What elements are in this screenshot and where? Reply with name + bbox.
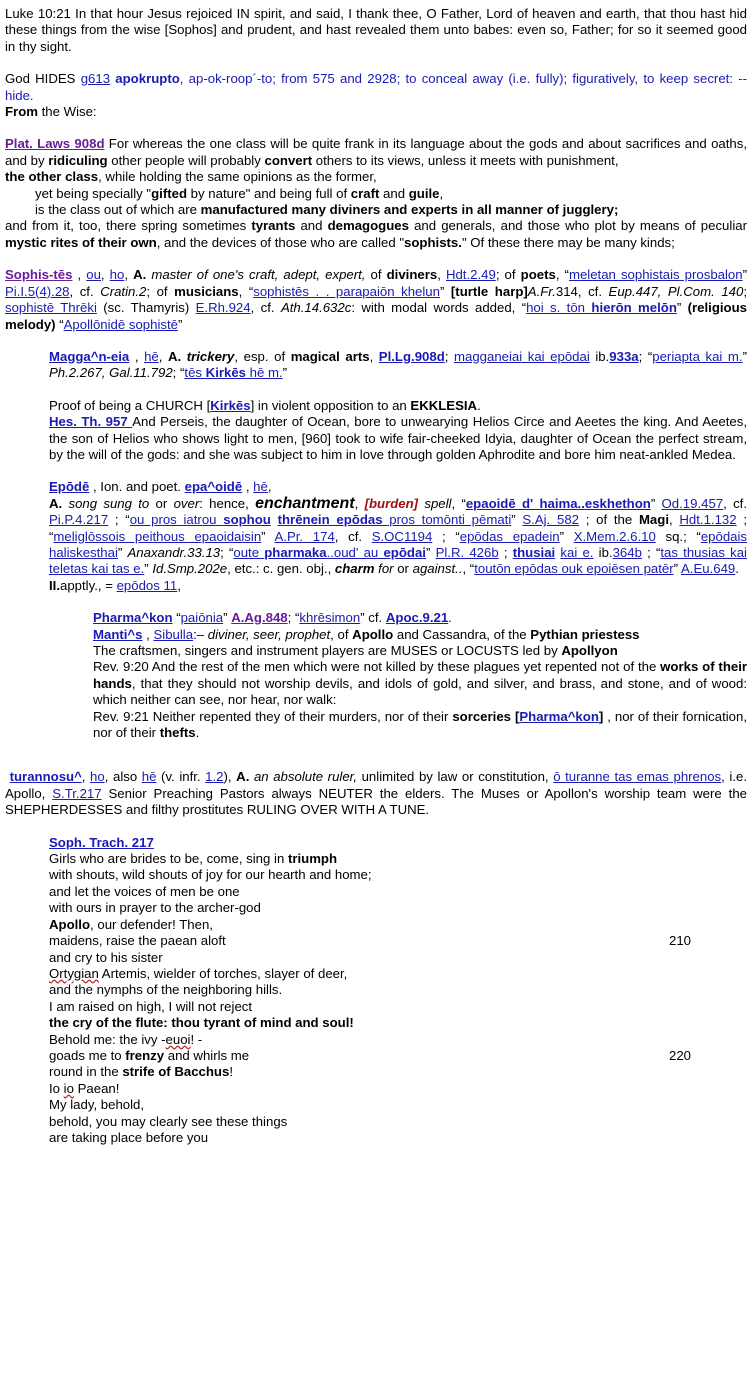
text-run: Apollyon [561, 643, 618, 658]
text-run: the Wise: [37, 104, 97, 120]
reference-link[interactable]: Kirkēs [205, 365, 246, 381]
text-run: ; “ [287, 610, 300, 626]
text-run: enchantment [255, 494, 355, 512]
text-run: apptly., = [60, 577, 117, 593]
text-run: , of [330, 626, 353, 642]
reference-link[interactable]: epaoidē d' haima..eskhethon [465, 495, 651, 511]
text-run: others to its views, unless it meets with punishment, [312, 152, 619, 168]
text-run: maidens, raise the paean aloft [49, 933, 226, 949]
text-run: , esp. of [234, 348, 291, 364]
text-run [271, 512, 278, 527]
text-run: , [81, 769, 91, 785]
text-run: “ [172, 610, 181, 626]
reference-link[interactable]: ho [90, 769, 105, 785]
text-run: ” [673, 561, 681, 577]
text-run: , [177, 577, 181, 593]
text-run: the cry of the flute: thou tyrant of mind and soul! [49, 1015, 354, 1031]
text-run: Ortygian [49, 965, 99, 981]
reference-link[interactable]: S.Tr.217 [52, 785, 102, 801]
text-run: and whirls me [164, 1047, 250, 1063]
text-run: ! - [190, 1031, 203, 1047]
reference-link[interactable]: pharmaka [264, 544, 327, 560]
text-run: [ [510, 708, 520, 724]
magganeia-entry [49, 349, 747, 382]
text-run: ; of [146, 283, 175, 299]
text-run: for [374, 561, 394, 577]
text-run: ” [676, 300, 688, 316]
reference-link[interactable]: periapta kai m. [652, 348, 743, 364]
text-run: ” [439, 283, 451, 299]
text-run: an absolute ruler, [249, 769, 357, 785]
text-run: God HIDES [5, 71, 81, 87]
text-run: ; of [495, 267, 521, 283]
text-run: ” [178, 316, 183, 332]
pharmakon-link[interactable]: Pharma^kon [93, 610, 173, 626]
text-run: Paean! [73, 1080, 120, 1096]
reference-link[interactable]: A.Pr. 174 [274, 528, 335, 544]
text-run: “ [55, 316, 64, 332]
reference-link[interactable]: S.Aj. 582 [522, 512, 579, 528]
text-run: , “ [462, 561, 475, 577]
text-run: , that they should not worship devils, and idols of gold, and silver, and brass, and stone, and of wood: which neither can see, nor hear, nor walk: [93, 675, 747, 708]
proof-paragraph [49, 398, 747, 464]
text-run: and cry to his sister [49, 949, 163, 965]
reference-link[interactable]: hē [253, 479, 268, 495]
reference-link[interactable]: E.Rh.924 [195, 300, 251, 316]
text-run: against.. [412, 561, 463, 577]
text-run: , [158, 348, 168, 364]
strongs-link[interactable]: g613 [80, 71, 111, 87]
reference-link[interactable]: Apoc.9.21 [385, 610, 449, 626]
text-run: EKKLESIA [410, 397, 478, 413]
text-run: , [242, 479, 254, 495]
reference-link[interactable]: Od.19.457 [661, 495, 724, 511]
magganeia-link[interactable]: Magga^n-eia [49, 348, 130, 364]
text-run: Luke 10:21 In that hour Jesus rejoiced IN spirit, and said, I thank thee, O Father, Lord of heaven and earth, that thou hast hid these things from the wise [Sophos] and prudent, and hast revealed them unto babes: even so, Father; for so it seemed good in thy sight. [5, 6, 747, 54]
turannos-link[interactable]: turannosu^ [9, 769, 82, 785]
text-run: Magi [638, 512, 669, 528]
text-run: For whereas the one class will be quite frank in its language about the gods and about sacrifices and oaths, and by [5, 136, 747, 168]
text-run: Io [49, 1080, 64, 1096]
text-run: , [142, 626, 154, 642]
sophistes-entry [5, 267, 747, 333]
text-run: , [668, 512, 680, 528]
text-run: " Of these there may be many kinds; [461, 234, 675, 250]
text-run: Rev. 9:20 And the rest of the men which were not killed by these plagues yet repented not of the [93, 659, 661, 675]
text-run: II. [49, 577, 60, 593]
text-run: sophists. [404, 234, 462, 250]
text-run: , [124, 267, 134, 283]
reference-link[interactable]: epōdai [383, 544, 426, 560]
text-run: ” [425, 544, 436, 560]
text-run: , cf. [723, 495, 747, 511]
reference-link[interactable]: ..oud' au [326, 544, 384, 560]
text-run: apokrupto [115, 71, 180, 87]
text-run: My lady, behold, [49, 1097, 145, 1113]
pharmakon-section [93, 610, 747, 741]
text-run: Ph.2.267, Gal.11.792 [49, 365, 173, 381]
text-run: Rev. 9:21 Neither repented they of their murders, nor of their [93, 708, 453, 724]
text-run: : with modal words added, “ [351, 300, 527, 316]
line-number: 210 [669, 933, 692, 949]
text-run: manufactured many diviners and experts in all manner of jugglery; [200, 202, 619, 218]
epode-entry [49, 479, 747, 594]
text-run: round in the [49, 1064, 123, 1080]
text-run: craft [350, 185, 380, 201]
text-run: and [379, 185, 409, 201]
text-run: ” [559, 528, 574, 544]
text-run: , our defender! Then, [90, 916, 213, 932]
text-run: , “ [451, 495, 466, 511]
text-run: A. [167, 348, 182, 364]
reference-link[interactable]: Pi.P.4.217 [49, 512, 109, 528]
reference-link[interactable]: A.Ag.848 [231, 610, 288, 626]
text-run: master of one's craft, adept, expert, [146, 267, 366, 283]
text-run: song sung to [62, 495, 150, 511]
text-run: charm [334, 561, 375, 577]
text-run: , cf. [334, 528, 372, 544]
text-run: Girls who are brides to be, come, sing in [49, 851, 288, 867]
text-run: mystic rites of their own [5, 234, 157, 250]
text-run: Anaxandr.33.13 [127, 544, 221, 560]
text-run: ridiculing [48, 152, 108, 168]
text-run: frenzy [125, 1047, 165, 1063]
text-run: Apollo [352, 626, 394, 642]
text-run: ; of the [578, 512, 639, 528]
reference-link[interactable]: Pl.R. 426b [435, 544, 499, 560]
text-run: . [735, 561, 739, 577]
text-run: with shouts, wild shouts of joy for our hearth and home; [49, 867, 372, 883]
text-run: , nor of their fornication, nor of their [93, 708, 747, 741]
text-run: io [63, 1080, 74, 1096]
text-run: the other class [5, 169, 99, 185]
text-run: , “ [555, 267, 569, 283]
luke-verse [5, 6, 747, 55]
text-run: ” [511, 512, 523, 528]
text-run: , and the devices of those who are called " [156, 234, 405, 250]
text-run: Id.Smp.202e [152, 561, 228, 577]
text-run: unlimited by law or constitution, [357, 769, 554, 785]
text-run: , ap-ok-roop´-to; from 575 and 2928; to conceal away (i.e. fully); figuratively, to keep secret: -- hide. [5, 71, 747, 103]
reference-link[interactable]: hē [141, 769, 157, 785]
reference-link[interactable]: Pl.Lg.908d [378, 348, 445, 364]
reference-link[interactable]: hierōn melōn [591, 300, 677, 316]
text-run: with ours in prayer to the archer-god [49, 900, 261, 916]
text-run: ; [498, 544, 513, 560]
text-run: :– [193, 626, 208, 642]
text-run: The craftsmen, singers and instrument players are MUSES or LOCUSTS led by [93, 643, 562, 658]
reference-link[interactable]: sophistēs . . parapaiōn khelun [253, 283, 440, 299]
reference-link[interactable]: sophou [223, 512, 271, 528]
text-run: ; “ [108, 512, 130, 528]
text-run: , [267, 479, 272, 495]
text-run: thefts [159, 725, 196, 741]
text-run: are taking place before you [49, 1129, 209, 1145]
text-run: ” [117, 544, 128, 560]
laws-paragraph [5, 136, 747, 251]
text-run: of [365, 267, 387, 283]
text-run: and from it, too, there spring sometimes [5, 218, 252, 234]
text-run: , cf. [250, 300, 281, 316]
reference-link[interactable]: ō turanne tas emas phrenos [553, 769, 722, 785]
reference-link[interactable]: Hdt.2.49 [445, 267, 496, 283]
text-run: and the nymphs of the neighboring hills. [49, 982, 283, 998]
magganeia-section [49, 349, 747, 610]
reference-link[interactable]: thrēnein epōdas [277, 512, 383, 528]
text-run: [turtle harp] [450, 283, 528, 299]
text-run: ” [650, 495, 662, 511]
reference-link[interactable]: tas thusias kai teletas kai tas e. [49, 544, 747, 577]
turannos-entry [5, 769, 747, 818]
reference-link[interactable]: 1.2 [205, 769, 224, 785]
text-run: And Perseis, the daughter of Ocean, bore to unwearying Helios Circe and Aeetes the king. And Aeetes, the son of Helios who shows light to men, [960] took to wife fair-cheeked Idyia, daughter of Ocean the perfect stream, by the will of the gods: and she was subject to him in love through golden Aphrodite and bore him neat-ankled Medea. [49, 414, 747, 462]
text-run: magical arts [290, 348, 370, 364]
text-run: tyrants [251, 218, 296, 234]
reference-link[interactable]: ou pros iatrou [129, 512, 224, 528]
text-run: , cf. [69, 283, 101, 299]
text-run: poets [520, 267, 556, 283]
text-run: ib. [589, 348, 610, 364]
text-run: [burden] [364, 495, 419, 511]
text-run: is the class out of which are [35, 202, 201, 218]
hides-paragraph [5, 71, 747, 120]
text-run: ” [223, 610, 232, 626]
text-run: . [477, 397, 481, 413]
text-run: I am raised on high, I will not reject [49, 998, 253, 1014]
reference-link[interactable]: Hdt.1.132 [679, 512, 737, 528]
text-run: ; “ [49, 512, 747, 544]
reference-link[interactable]: Pi.I.5(4).28 [5, 283, 70, 299]
reference-link[interactable]: meliglōssois peithous epaoidaisin [53, 528, 262, 544]
sophistes-link[interactable]: Sophis-tēs [5, 267, 73, 283]
text-run: over [173, 495, 200, 511]
reference-link[interactable]: epa^oidē [184, 479, 243, 495]
text-run: guile [408, 185, 440, 201]
text-run: and let the voices of men be one [49, 883, 240, 899]
text-run: , [72, 267, 87, 283]
text-run: Cratin.2 [100, 283, 147, 299]
text-run: euoi [165, 1031, 191, 1047]
reference-link[interactable]: pros tomōnti pēmati [382, 512, 512, 528]
text-run: , [129, 348, 145, 364]
text-run: and [295, 218, 328, 234]
text-run: , Ion. and poet. [89, 479, 185, 495]
reference-link[interactable]: epōdais haliskesthai [49, 528, 748, 560]
text-run: , [369, 348, 379, 364]
text-run: Pythian priestess [530, 626, 640, 642]
text-run: strife of Bacchus [122, 1064, 230, 1080]
text-run: Eup.447, Pl.Com. 140 [608, 283, 744, 299]
reference-link[interactable]: ho [109, 267, 125, 283]
hesiod-link[interactable]: Hes. Th. 957 [49, 414, 133, 430]
text-run: (v. infr. [156, 769, 206, 785]
reference-link[interactable]: paiōnia [180, 610, 224, 626]
text-run: Behold me: the ivy - [49, 1031, 166, 1047]
text-run: ] in violent opposition to an [250, 397, 411, 413]
laws-link[interactable]: Plat. Laws 908d [5, 136, 105, 152]
reference-link[interactable]: Sibulla [153, 626, 194, 642]
reference-link[interactable]: hē [144, 348, 159, 364]
text-run: From [5, 104, 38, 120]
text-run: ] [598, 708, 604, 724]
trachiniae-link[interactable]: Soph. Trach. 217 [49, 834, 154, 850]
text-run: works of their hands [93, 659, 748, 691]
text-run: sq.; “ [655, 528, 701, 544]
text-run: gifted [151, 185, 188, 201]
reference-link[interactable]: Apollōnidē sophistē [63, 316, 178, 332]
reference-link[interactable]: 933a [609, 348, 639, 364]
text-run: , i.e. Apollo, [5, 769, 747, 801]
text-run: Artemis, wielder of torches, slayer of deer, [98, 965, 348, 981]
text-run: A.Fr. [527, 283, 556, 299]
text-run: and generals, and those who plot by means of peculiar [408, 218, 747, 234]
reference-link[interactable]: hē m. [246, 365, 283, 381]
text-run: , while holding the same opinions as the former, [98, 169, 377, 185]
reference-link[interactable]: toutōn epōdas ouk epoiēsen patēr [474, 561, 674, 577]
text-run: . [195, 725, 200, 741]
text-run: ” [742, 348, 747, 364]
reference-link[interactable]: 364b [612, 544, 642, 560]
text-run: diviner, seer, prophet [207, 626, 331, 642]
text-run: goads me to [49, 1047, 126, 1063]
text-run: or [149, 495, 174, 511]
text-run: ” [742, 267, 747, 283]
text-run: ” cf. [360, 610, 386, 626]
text-run: , [439, 185, 444, 201]
text-run: ; “ [641, 544, 661, 560]
text-run: (religious melody) [5, 300, 748, 332]
text-run: diviners [386, 267, 438, 283]
text-run: convert [264, 152, 313, 168]
text-run: , [437, 267, 446, 283]
text-run: trickery [181, 348, 235, 364]
text-run: A. [236, 769, 250, 785]
reference-link[interactable]: hoi s. tōn [526, 300, 592, 316]
text-run: ; “ [432, 528, 460, 544]
text-run: spell [418, 495, 452, 511]
text-run: Ath.14.632c [280, 300, 352, 316]
text-run: yet being specially " [35, 185, 152, 201]
text-run: , “ [238, 283, 254, 299]
reference-link[interactable]: Pharma^kon [519, 708, 599, 724]
text-run: ; “ [172, 365, 185, 381]
text-run: ” [261, 528, 275, 544]
text-run: , [100, 267, 110, 283]
reference-link[interactable]: khrēsimon [299, 610, 361, 626]
text-run: , [354, 495, 365, 511]
text-run: : hence, [199, 495, 256, 511]
text-run: (sc. Thamyris) [96, 300, 196, 316]
reference-link[interactable]: ou [86, 267, 101, 283]
reference-link[interactable]: meletan sophistais prosbalon [568, 267, 743, 283]
text-run: demagogues [327, 218, 409, 234]
line-number: 220 [669, 1047, 692, 1063]
text-run: ; “ [220, 544, 234, 560]
text-run: or [393, 561, 413, 577]
mantis-link[interactable]: Manti^s [93, 626, 143, 642]
text-run: sorceries [452, 708, 511, 724]
reference-link[interactable]: sophistē Thrēki [5, 300, 97, 316]
text-run: ), [223, 769, 237, 785]
text-run: ; “ [638, 348, 653, 364]
reference-link[interactable]: X.Mem.2.6.10 [573, 528, 656, 544]
text-run: , etc.: c. gen. obj., [227, 561, 335, 577]
text-run: . [448, 610, 452, 626]
text-run: A. [133, 267, 147, 283]
pharmakon-entry [93, 610, 747, 741]
text-run: Proof of being a CHURCH [ [49, 397, 211, 413]
reference-link[interactable]: thusiai [512, 544, 556, 560]
text-run: ” [282, 365, 288, 381]
reference-link[interactable]: A.Eu.649 [680, 561, 736, 577]
text-run: triumph [287, 851, 338, 867]
text-run: ; [743, 283, 747, 299]
text-run: by nature" and being full of [187, 185, 351, 201]
reference-link[interactable]: oute [233, 544, 265, 560]
reference-link[interactable]: epōdos 11 [116, 577, 178, 593]
text-run: other people will probably [107, 152, 265, 168]
reference-link[interactable]: tēs [184, 365, 206, 381]
text-run: ! [229, 1064, 233, 1080]
text-run: ib. [593, 544, 613, 560]
text-run: musicians [174, 283, 239, 299]
text-run: 314, cf. [555, 283, 609, 299]
text-run: Apollo [49, 916, 91, 932]
text-run: and Cassandra, of the [393, 626, 531, 642]
epode-link[interactable]: Epōdē [49, 479, 90, 495]
text-run: behold, you may clearly see these things [49, 1113, 288, 1129]
text-run: A. [49, 495, 63, 511]
trachiniae-poem [49, 835, 747, 1147]
reference-link[interactable]: S.OC1194 [371, 528, 433, 544]
reference-link[interactable]: magganeiai kai epōdai [454, 348, 590, 364]
text-run: , also [104, 769, 142, 785]
text-run: ; [444, 348, 454, 364]
text-run: ” [144, 561, 153, 577]
text-run: Senior Preaching Pastors always NEUTER the elders. The Muses or Apollon's worship team were the SHEPHERDESSES and filthy prostitutes RULING OVER WITH A TUNE. [5, 785, 747, 818]
reference-link[interactable]: epōdas epadein [459, 528, 560, 544]
reference-link[interactable]: Kirkēs [210, 397, 251, 413]
reference-link[interactable]: kai e. [560, 544, 594, 560]
